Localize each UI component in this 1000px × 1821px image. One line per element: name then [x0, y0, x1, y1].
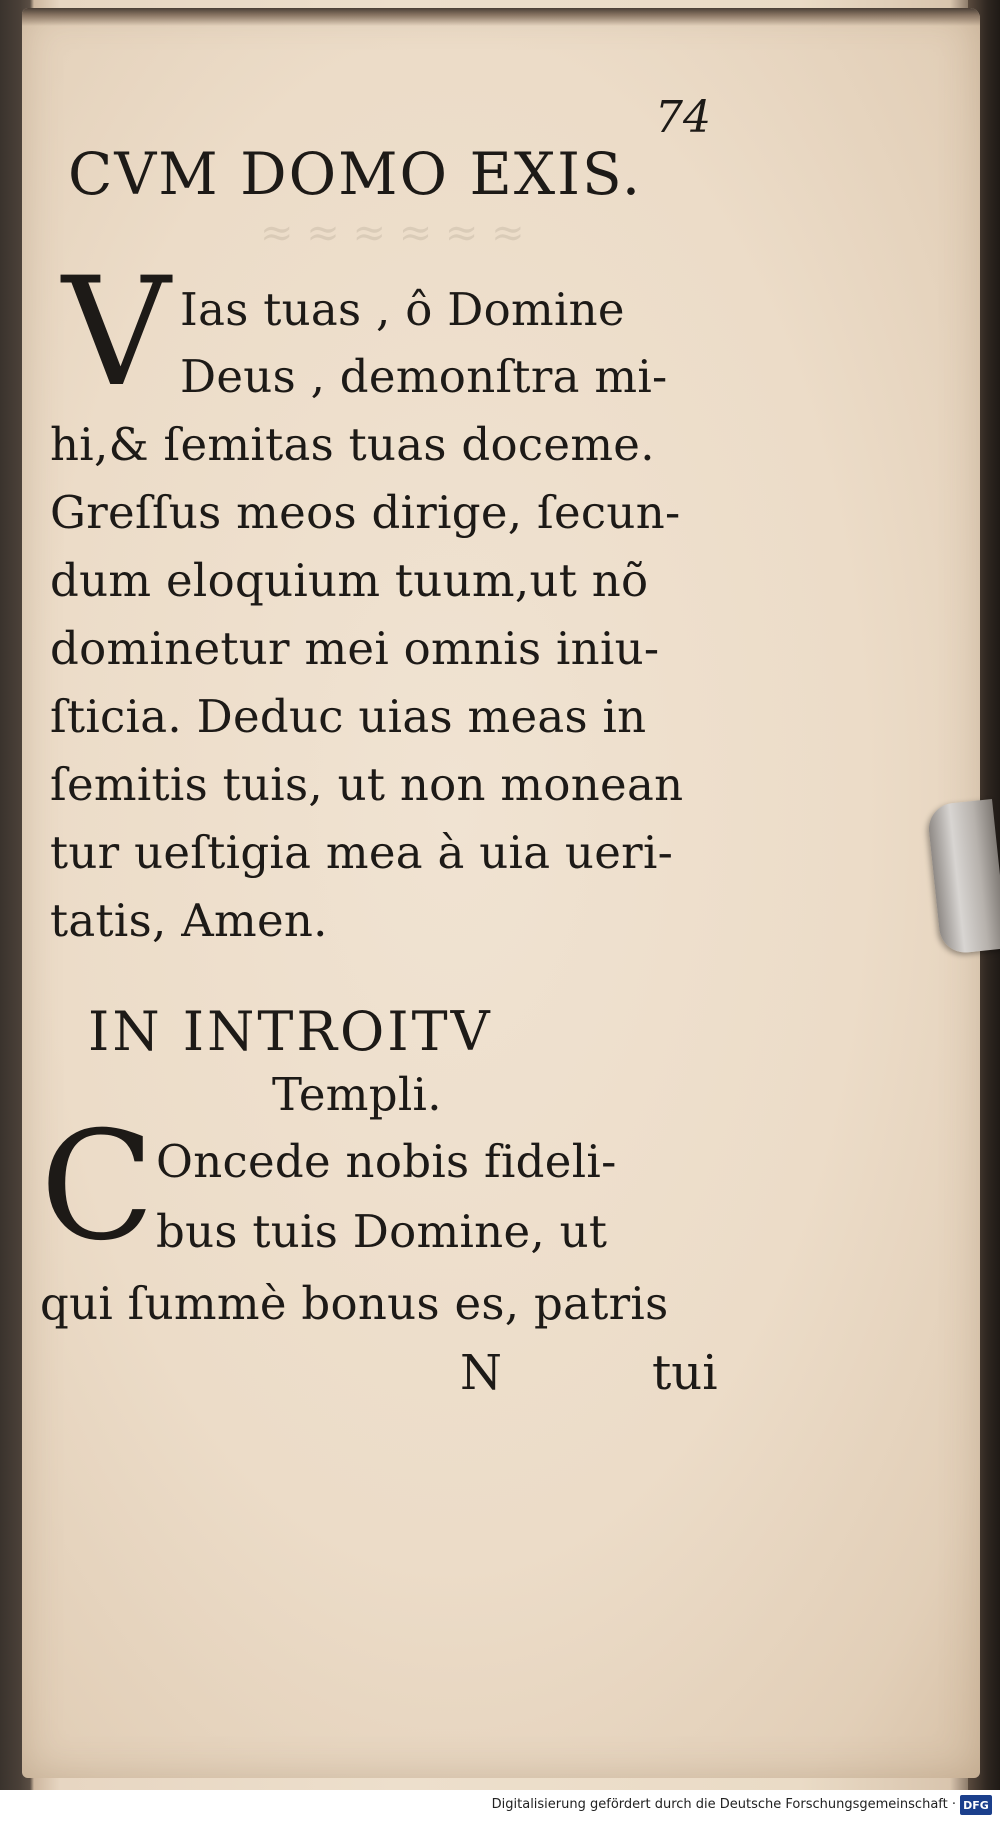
- text-line: ſticia. Deduc uias meas in: [50, 690, 647, 743]
- text-line: Greſſus meos dirige, ſecun-: [50, 486, 681, 539]
- text-line: ſemitis tuis, ut non monean: [50, 758, 684, 811]
- drop-cap: V: [62, 246, 171, 420]
- show-through: ≈ ≈ ≈ ≈ ≈ ≈: [260, 210, 525, 256]
- signature-mark: N: [460, 1345, 502, 1401]
- text-line: tur ueſtigia mea à uia ueri-: [50, 826, 674, 879]
- text-line: dum eloquium tuum,ut nõ: [50, 554, 649, 607]
- text-line: hi,& ſemitas tuas doceme.: [50, 418, 655, 471]
- dfg-logo: DFG: [960, 1795, 992, 1815]
- text-line: Deus , demonſtra mi-: [180, 350, 668, 403]
- text-line: Oncede nobis fideli-: [156, 1135, 617, 1188]
- text-line: dominetur mei omnis iniu-: [50, 622, 660, 675]
- section-heading: CVM DOMO EXIS.: [68, 140, 643, 208]
- text-line: tatis, Amen.: [50, 894, 328, 947]
- catchword: tui: [652, 1345, 718, 1401]
- funding-note: Digitalisierung gefördert durch die Deutsche Forschungsgemeinschaft ·: [491, 1797, 956, 1812]
- section-subheading: Templi.: [272, 1068, 442, 1121]
- drop-cap: C: [40, 1100, 155, 1274]
- page-number: 74: [655, 92, 711, 143]
- page-top-edge: [22, 8, 980, 26]
- text-line: bus tuis Domine, ut: [156, 1205, 608, 1258]
- section-heading: IN INTROITV: [88, 1000, 493, 1063]
- text-line: Ias tuas , ô Domine: [180, 283, 625, 336]
- text-line: qui ſummè bonus es, patris: [40, 1277, 669, 1330]
